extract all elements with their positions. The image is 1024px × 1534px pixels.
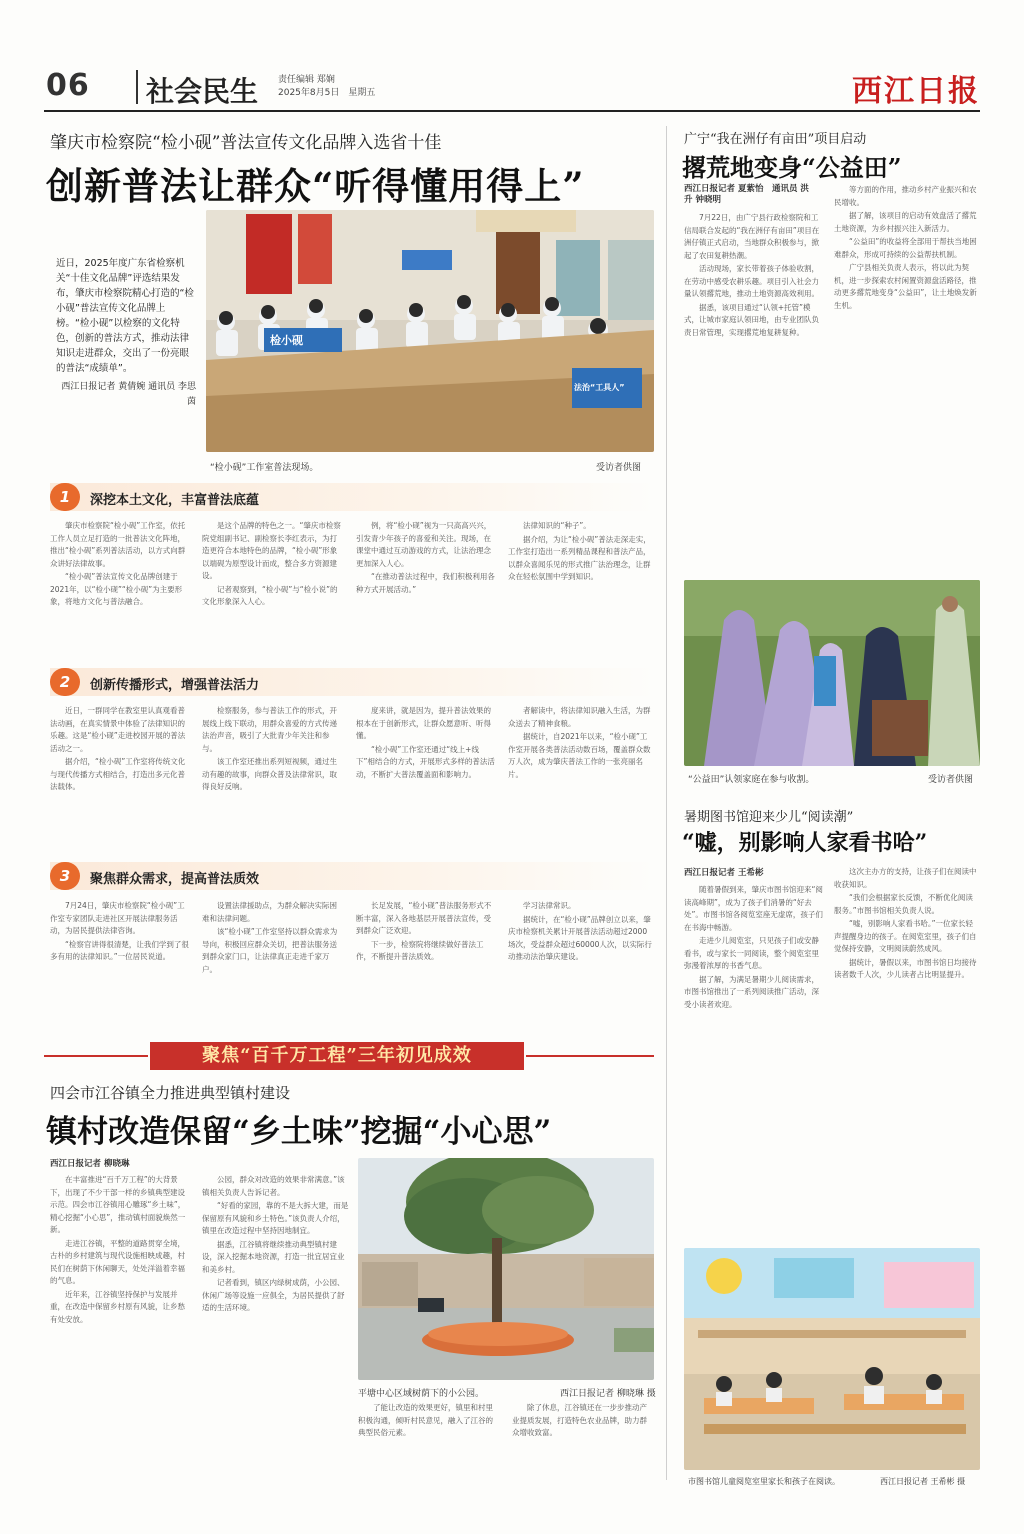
body-text-column: 这次主办方的支持，让孩子们在阅读中收获知识。 “我们会根据家长反馈，不断优化阅读服务。”市图书馆相关负责人说。 “嘘，别影响人家看书哈。”一位家长轻声提醒身边的孩子。在阅览室里，孩子们自觉保持安静，文明阅读蔚然成风。 据统计，暑假以来，市图书馆日均接待读者数千人次，少儿读者占比明显提升。	[834, 867, 977, 979]
section-number: 3	[50, 862, 80, 890]
farm-kicker: 广宁“我在洲仔有亩田”项目启动	[684, 132, 867, 147]
farm-photo-caption: “公益田”认领家庭在参与收割。	[688, 775, 815, 785]
library-byline: 西江日报记者 王希彬	[684, 868, 764, 878]
lead-section-1-header	[50, 483, 654, 511]
village-photo-caption: 平塘中心区域树荫下的小公园。	[358, 1389, 485, 1399]
village-photo-credit: 西江日报记者 柳晓琳 摄	[560, 1389, 656, 1399]
body-text-column: 除了休息，江谷镇还在一步步推动产业提质发展，打造特色农业品牌，助力群众增收致富。	[512, 1403, 647, 1437]
library-photo-caption: 市图书馆儿童阅览室里家长和孩子在阅读。	[688, 1477, 840, 1486]
lead-section-2-header	[50, 668, 654, 696]
masthead-meta	[278, 74, 375, 100]
masthead	[44, 60, 980, 112]
classroom-photo	[206, 210, 654, 452]
lead-kicker: 肇庆市检察院“检小砚”普法宣传文化品牌入选省十佳	[50, 133, 442, 153]
editor-line: 责任编辑 郑娴	[278, 75, 335, 85]
page-number: 06	[46, 68, 90, 103]
park-photo	[358, 1158, 654, 1380]
lead-caption-credit: 西江日报记者 黄倩婉 通讯员 李思茵	[61, 382, 196, 407]
masthead-divider	[136, 70, 138, 104]
body-text-column: 近日，一群同学在教室里认真观看普法动画，在真实情景中体验了法律知识的乐趣。这是“检小砚”走进校园开展的普法活动之一。 据介绍，“检小砚”工作室将传统文化与现代传播方式相结合，打造出多元化普法载体。	[50, 706, 186, 791]
lead-photo-caption: “检小砚”工作室普法现场。	[210, 463, 319, 473]
library-headline: “嘘，别影响人家看书哈”	[682, 830, 928, 856]
body-text-column: 在丰富推进“百千万工程”的大背景下，出现了不少干部一样的乡镇典型建设示范。四会市江谷镇用心雕琢“乡土味”，精心挖掘“小心思”，推动镇村面貌焕然一新。 走进江谷镇，平整的道路贯穿全境，古朴的乡村建筑与现代设施相映成趣，村民们在树荫下休闲聊天，处处洋溢着幸福的气息。 近年来，江谷镇坚持保护与发展并重，在改造中保留乡村原有风貌，让乡愁有处安放。	[50, 1175, 186, 1324]
lead-caption	[56, 256, 196, 424]
banner-rule-left	[44, 1055, 148, 1057]
village-byline: 西江日报记者 柳晓琳	[50, 1159, 130, 1169]
body-text-column: 设置法律援助点，为群众解决实际困难和法律问题。 该“检小砚”工作室坚持以群众需求为导向，积极回应群众关切，把普法服务送到群众家门口，让法律真正走进千家万户。	[202, 901, 338, 974]
section-name: 社会民生	[146, 75, 259, 108]
body-text-column: 等方面的作用，推动乡村产业振兴和农民增收。 据了解，该项目的启动有效盘活了撂荒土地资源，为乡村振兴注入新活力。 “公益田”的收益将全部用于帮扶当地困难群众，形成可持续的公益帮扶机制。 广宁县相关负责人表示，将以此为契机，进一步探索农村闲置资源盘活路径，推动更多撂荒地变身“公益田”，让土地焕发新生机。	[834, 185, 977, 310]
body-text-column: 公园，群众对改造的效果非常满意。”该镇相关负责人告诉记者。 “好看的家园，靠的不是大拆大建，而是保留原有风貌和乡土特色。”该负责人介绍，镇里在改造过程中坚持因地制宜。 据悉，江谷镇将继续推动典型镇村建设，深入挖掘本地资源，打造一批宜居宜业和美乡村。 记者看到，镇区内绿树成荫，小公园、休闲广场等设施一应俱全，为居民提供了舒适的生活环境。	[202, 1175, 349, 1312]
harvest-photo	[684, 580, 980, 766]
section-title: 创新传播形式，增强普法活力	[90, 678, 260, 693]
section-title: 聚焦群众需求，提高普法质效	[90, 872, 260, 887]
body-text-column: 长足发展，“检小砚”普法服务形式不断丰富，深入各地基层开展普法宣传，受到群众广泛欢迎。 下一步，检察院将继续做好普法工作，不断提升普法质效。	[356, 901, 492, 961]
section-title: 深挖本土文化，丰富普法底蕴	[90, 493, 260, 508]
section-number: 2	[50, 668, 80, 696]
focus-banner: 聚焦“百千万工程”三年初见成效	[150, 1042, 524, 1070]
body-text-column: 随着暑假到来，肇庆市图书馆迎来“阅读高峰期”，成为了孩子们消暑的“好去处”。市图书馆各阅览室座无虚席，孩子们在书海中畅游。 走进少儿阅览室，只见孩子们或安静看书，或与家长一同阅读，整个阅览室里弥漫着浓厚的书香气息。 据了解，为满足暑期少儿阅读需求，市图书馆推出了一系列阅读推广活动，深受小读者欢迎。	[684, 885, 823, 1009]
body-text-column: 例，将“检小砚”视为一只高高兴兴，引发青少年孩子的喜爱和关注。现场，在课堂中通过互动游戏的方式，让法治理念更加深入人心。 “在推动普法过程中，我们积极利用各种方式开展活动。”	[356, 521, 495, 594]
library-kicker: 暑期图书馆迎来少儿“阅读潮”	[684, 810, 854, 825]
photo-sign-1: 检小砚	[270, 334, 303, 347]
body-text-column: 7月22日，由广宁县行政检察院和工信局联合发起的“我在洲仔有亩田”项目在洲仔镇正式启动，当地群众积极参与，掀起了农田复耕热潮。 活动现场，家长带着孩子体验收割，在劳动中感受农耕乐趣。项目引入社会力量认领撂荒地，推动土地资源高效利用。 据悉，该项目通过“认领+托管”模式，让城市家庭认领田地，由专业团队负责日常管理，实现撂荒地复耕复种。	[684, 213, 820, 337]
section-number: 1	[50, 483, 80, 511]
body-text-column: 是这个品牌的特色之一。“肇庆市检察院党组副书记、副检察长李红表示，为打造更符合本地特色的品牌，“检小砚”形象以端砚为原型设计而成，整合多方资源建设。 记者观察到，“检小砚”与“检小说”的文化形象深入人心。	[202, 521, 341, 606]
body-text-column: 肇庆市检察院“检小砚”工作室，依托工作人员立足打造的一批普法文化阵地，推出“检小砚”系列普法活动，以方式向群众讲好法律故事。 “检小砚”普法宣传文化品牌创建于2021年，以“检小砚”“检小砚”为主要形象，将地方文化与普法融合。	[50, 521, 186, 606]
photo-sign-2: 法治“工具人”	[574, 383, 625, 392]
body-text-column: 者解读中，将法律知识融入生活，为群众送去了精神食粮。 据统计，自2021年以来，“检小砚”工作室开展各类普法活动数百场，覆盖群众数万人次，成为肇庆普法工作的一张亮丽名片。	[508, 706, 651, 779]
farm-headline: 撂荒地变身“公益田”	[682, 153, 902, 182]
body-text-column: 学习法律常识。 据统计，在“检小砚”品牌创立以来，肇庆市检察机关累计开展普法活动超过2000场次，受益群众超过60000人次，以实际行动推动法治肇庆建设。	[508, 901, 652, 961]
library-photo-credit: 西江日报记者 王希彬 摄	[880, 1477, 966, 1486]
lead-caption-text: 近日，2025年度广东省检察机关“十佳文化品牌”评选结果发布，肇庆市检察院精心打造的“检小砚”普法宣传文化品牌上榜。“检小砚”以检察的文化特色，创新的普法方式，推动法律知识走进群众，交出了一份亮眼的普法“成绩单”。	[56, 258, 194, 374]
lead-section-3-header	[50, 862, 654, 890]
body-text-column: 度来讲，就是因为，提升普法效果的根本在于创新形式，让群众愿意听、听得懂。 “检小砚”工作室还通过“线上+线下”相结合的方式，开展形式多样的普法活动，不断扩大普法覆盖面和影响力。	[356, 706, 495, 779]
lead-headline: 创新普法让群众“听得懂用得上”	[46, 164, 585, 208]
date-line: 2025年8月5日 星期五	[278, 88, 376, 98]
body-text-column: 检察服务，参与普法工作的形式，开展线上线下联动，用群众喜爱的方式传递法治声音，吸引了大批青少年关注和参与。 该工作室还推出系列短视频，通过生动有趣的故事，向群众普及法律常识，取得良好反响。	[202, 706, 337, 791]
reading-room-photo	[684, 1248, 980, 1470]
paper-logo: 西江日报	[852, 74, 980, 109]
column-divider	[666, 126, 667, 1480]
lead-photo-credit: 受访者供图	[596, 463, 642, 473]
body-text-column: 法律知识的“种子”。 据介绍，为让“检小砚”普法走深走实，工作室打造出一系列精品课程和普法产品，以群众喜闻乐见的形式推广法治理念，让群众在轻松氛围中学到知识。	[508, 521, 651, 581]
farm-photo-credit: 受访者供图	[928, 775, 974, 785]
village-headline: 镇村改造保留“乡土味”挖掘“小心思”	[46, 1114, 552, 1150]
farm-byline: 西江日报记者 夏紫怡 通讯员 洪升 钟晓明	[684, 184, 809, 205]
body-text-column: 7月24日，肇庆市检察院“检小砚”工作室专家团队走进社区开展法律服务活动，为居民提供法律咨询。 “检察官讲得很清楚，让我们学到了很多有用的法律知识。”一位居民说道。	[50, 901, 189, 961]
body-text-column: 了能让改造的效果更好，镇里和村里积极沟通，倾听村民意见，融入了江谷的典型民俗元素。	[358, 1403, 493, 1437]
village-kicker: 四会市江谷镇全力推进典型镇村建设	[50, 1084, 291, 1102]
banner-rule-right	[526, 1055, 654, 1057]
